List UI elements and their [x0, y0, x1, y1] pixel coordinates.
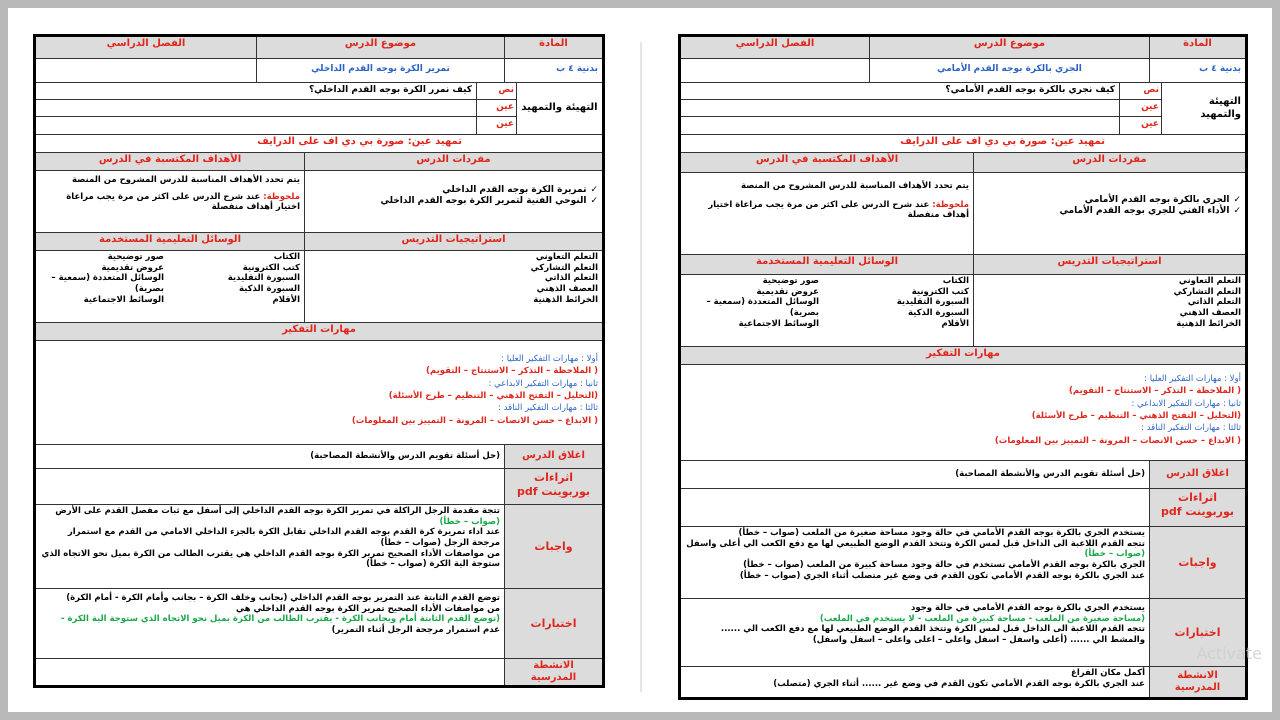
- tool-item: عروض تقديمية: [101, 262, 164, 273]
- topic-value: تمرير الكرة بوجه القدم الداخلي: [256, 59, 504, 82]
- tool-item: الأقلام: [272, 294, 300, 305]
- vocab-item-1: ✓ تمريرة الكرة بوجه القدم الداخلي: [309, 185, 598, 196]
- vocab-label: مفردات الدرس: [973, 153, 1245, 172]
- header-row: [36, 37, 602, 59]
- warmup-label: التهيئة والتمهيد: [1161, 83, 1245, 134]
- enrich-content: [36, 469, 504, 504]
- page-divider: [640, 42, 642, 692]
- code-text: نص: [1120, 83, 1161, 100]
- thinking-1-detail: ( الملاحظة – التذكر – الاستنتاج – التقويم): [1069, 386, 1241, 397]
- closing-row: [36, 445, 602, 469]
- tools-list-a: [823, 275, 973, 346]
- strategy-item: التعلم التشاركي: [530, 262, 598, 273]
- activities-row: [36, 659, 602, 685]
- homework-answer: (صواب – خطأ): [1084, 549, 1145, 560]
- thinking-3: ثالثا : مهارات التفكير الناقد :: [1141, 423, 1241, 434]
- tool-item: السبورة الذكية: [238, 283, 300, 294]
- tool-item: الوسائط الاجتماعية: [83, 294, 164, 305]
- vocab-item-1: ✓ الجري بالكرة بوجه القدم الأمامي: [978, 195, 1241, 206]
- homework-label: واجبات: [504, 505, 602, 588]
- warmup-codes: [1119, 83, 1161, 134]
- tools-list-b: [681, 275, 823, 346]
- thinking-3-detail: ( الابداع – حسن الانصات – المرونة – التمييز بين المعلومات): [351, 415, 598, 426]
- enrich-content: [681, 489, 1149, 526]
- enrich-row: [36, 469, 602, 505]
- subject-label: المادة: [1149, 37, 1245, 58]
- homework-list: [36, 505, 504, 588]
- enrich-cell: [1149, 489, 1245, 526]
- homework-item: عند الجري بالكرة بوجه القدم الأمامي تكون القدم في وضع غير متصلب أثناء الجري (صواب – خطأ): [739, 570, 1145, 581]
- tool-item: الوسائل المتعددة (سمعية –: [51, 273, 164, 284]
- thinking-1: أولا : مهارات التفكير العليا :: [1144, 374, 1241, 384]
- strategy-item: الخرائط الذهنية: [533, 294, 598, 305]
- tool-item: السبورة التقليدية: [227, 273, 300, 284]
- activity-item: أكمل مكان الفراغ: [1071, 668, 1145, 678]
- vocab-goals-row: [36, 171, 602, 233]
- intro-row: [681, 135, 1245, 153]
- homework-answer: (صواب – خطأ): [439, 516, 500, 527]
- activation-watermark: Activate: [1196, 644, 1262, 663]
- enrich-label: اثراءات: [534, 471, 573, 484]
- thinking-label: مهارات التفكير: [926, 348, 1000, 359]
- homework-item: تتجة مقدمة الرجل الراكلة في تمرير الكرة بوجه القدم الداخلي إلى أسفل مع ثبات مفصل القدم على الأرض: [55, 506, 500, 516]
- strategies-list: [973, 275, 1245, 346]
- note-text: عند شرح الدرس على اكثر من مرة يجب مراعاة اختيار أهداف منفصلة: [66, 191, 300, 213]
- homework-item: يستخدم الجري بالكرة بوجه القدم الأمامي في حالة وجود مساحة صغيرة من الملعب (صواب – خطأ): [738, 528, 1145, 538]
- strategy-item: العصف الذهني: [1179, 307, 1241, 318]
- vocab-goals-row: [681, 173, 1245, 255]
- tests-label: اختبارات: [1149, 599, 1245, 666]
- note-label: ملحوظة:: [932, 199, 969, 210]
- enrich-label: اثراءات: [1178, 491, 1217, 504]
- header-values-row: [681, 59, 1245, 83]
- thinking-3: ثالثا : مهارات التفكير الناقد :: [498, 403, 598, 414]
- closing-text: (حل أسئلة تقويم الدرس والأنشطة المصاحبة): [310, 451, 500, 461]
- semester-value: [36, 59, 256, 82]
- homework-list: [681, 527, 1149, 598]
- code-eye-1: عين: [1120, 100, 1161, 117]
- goals-text: يتم تحدد الأهداف المناسبة للدرس المشروح من المنصة: [741, 181, 969, 191]
- goals-text: يتم تحدد الأهداف المناسبة للدرس المشروح من المنصة: [72, 175, 300, 185]
- code-eye-2: عين: [496, 119, 514, 129]
- vocab-label: مفردات الدرس: [304, 153, 602, 170]
- subject-label: المادة: [504, 37, 602, 58]
- test-options: (توضع القدم الثابتة أمام وبجانب الكرة - يقترب الطالب من الكرة بميل نحو الاتجاه الذي ستوجة الية الكرة -: [61, 614, 500, 625]
- warmup-lines: [36, 83, 476, 134]
- tool-item: صور توضيحية: [107, 252, 164, 262]
- closing-label: اغلاق الدرس: [1149, 461, 1245, 488]
- strategy-item: التعلم التعاوني: [535, 252, 598, 262]
- test-item: تتجه القدم اللاعبة الى الداخل قبل لمس الكرة وتتخذ القدم الوضع الطبيعي لها مع دفع الكعب الي ...... والمشط الي ...... (أعلى واسفل – اسفل واعلى – اعلى واعلى – اسفل واسفل): [720, 624, 1145, 645]
- homework-item: الجري بالكرة بوجه القدم الأمامي تستخدم في حالة وجود مساحة كبيرة من الملعب (صواب – خطأ): [743, 559, 1145, 570]
- intro-text: تمهيد عين: صورة بي دي اف على الدرايف: [257, 136, 462, 147]
- test-item: يستخدم الجري بالكرة بوجه القدم الأمامي في حالة وجود: [910, 603, 1145, 613]
- homework-row: [681, 527, 1245, 599]
- vocab-item-2: ✓ الأداء الفني للجري بوجه القدم الأمامي: [978, 206, 1241, 217]
- activities-list: [681, 667, 1149, 697]
- strategy-item: التعلم الذاتي: [1187, 297, 1241, 308]
- activity-item: عند الجري بالكرة بوجه القدم الأمامي تكون القدم في وضع غير ...... أثناء الجري (متصلب): [773, 678, 1145, 689]
- goals-cell: [681, 173, 973, 254]
- intro-row: [36, 135, 602, 153]
- semester-label: الفصل الدراسي: [735, 38, 815, 49]
- tests-list: [36, 589, 504, 658]
- tool-item: بصرية): [134, 283, 164, 294]
- code-eye-2: عين: [1141, 119, 1159, 129]
- thinking-row: [36, 341, 602, 445]
- topic-value: الجري بالكرة بوجه القدم الأمامي: [869, 59, 1149, 82]
- homework-item: تتجه القدم اللاعبة الى الداخل قبل لمس الكرة وتتخذ القدم الوضع الطبيعي لها مع دفع الكعب الي أعلى واسفل: [686, 538, 1145, 549]
- thinking-2: ثانيا : مهارات التفكير الابداعي :: [1131, 398, 1241, 409]
- intro-text: تمهيد عين: صورة بي دي اف على الدرايف: [900, 136, 1105, 147]
- goals-label: الأهداف المكتسبة في الدرس: [755, 154, 899, 165]
- test-item: عدم استمرار مرجحة الرجل أثناء التمرير): [331, 624, 500, 635]
- header-values-row: [36, 59, 602, 83]
- warmup-question: كيف نجري بالكرة بوجه القدم الأمامي؟: [681, 83, 1119, 100]
- warmup-codes: [476, 83, 516, 134]
- header-row: [681, 37, 1245, 59]
- thinking-header: [681, 347, 1245, 365]
- strategies-header: [36, 233, 602, 251]
- warmup-label: التهيئة والتمهيد: [516, 83, 602, 134]
- tests-list: [681, 599, 1149, 666]
- note-label: ملحوظة:: [263, 191, 300, 202]
- strategies-row: [36, 251, 602, 323]
- tool-item: السبورة الذكية: [907, 307, 969, 318]
- warmup-lines: [681, 83, 1119, 134]
- tools-label: الوسائل التعليمية المستخدمة: [756, 256, 898, 267]
- strategy-item: التعلم التعاوني: [1178, 276, 1241, 286]
- thinking-2-detail: (التحليل – التفتح الذهني – التنظيم – طرح الأسئلة): [1031, 410, 1241, 421]
- tool-item: الكتاب: [942, 276, 969, 286]
- code-eye-1: عين: [477, 100, 516, 117]
- goals-label: الأهداف المكتسبة في الدرس: [98, 154, 242, 165]
- strategy-item: العصف الذهني: [536, 283, 598, 294]
- activities-content: [36, 659, 504, 685]
- warmup-row: [681, 83, 1245, 135]
- thinking-1-detail: ( الملاحظة – التذكر – الاستنتاج – التقويم): [426, 366, 598, 377]
- topic-label: موضوع الدرس: [869, 37, 1149, 58]
- tools-list-b: [36, 251, 168, 322]
- tools-label: الوسائل التعليمية المستخدمة: [99, 234, 241, 245]
- tool-item: صور توضيحية: [762, 276, 819, 286]
- homework-item: عند اداء تمريرة كرة القدم بوجه القدم الداخلي تقابل الكرة بالجزء الداخلي الامامي من القدم مع استمرار مرجحة الرجل (صواب – خطأ): [67, 527, 500, 548]
- vocab-list: [973, 173, 1245, 254]
- tool-item: كتب الكترونية: [911, 286, 969, 297]
- strategy-item: التعلم الذاتي: [544, 273, 598, 284]
- tool-item: الوسائل المتعددة (سمعية –: [706, 297, 819, 308]
- test-item: توضع القدم الثابتة عند التمرير بوجه القدم الداخلي (بجانب وخلف الكرة – بجانب وأمام الكرة - أمام الكرة): [66, 593, 500, 603]
- thinking-2-detail: (التحليل – التفتح الذهني – التنظيم – طرح الأسئلة): [388, 390, 598, 401]
- test-item: من مواصفات الأداء الصحيح تمرير الكرة بوجه القدم الداخلي هي: [236, 603, 500, 614]
- note-text: عند شرح الدرس على اكثر من مرة يجب مراعاة اختيار أهداف منفصلة: [708, 199, 969, 221]
- tool-item: بصرية): [789, 307, 819, 318]
- strategy-item: الخرائط الذهنية: [1176, 318, 1241, 329]
- semester-value: [681, 59, 869, 82]
- semester-label: الفصل الدراسي: [106, 38, 186, 49]
- thinking-row: [681, 365, 1245, 461]
- thinking-1: أولا : مهارات التفكير العليا :: [501, 354, 598, 364]
- thinking-3-detail: ( الابداع – حسن الانصات – المرونة – التمييز بين المعلومات): [994, 435, 1241, 446]
- strategies-label: استراتيجيات التدريس: [304, 233, 602, 250]
- strategies-row: [681, 275, 1245, 347]
- homework-label: واجبات: [1149, 527, 1245, 598]
- tests-row: [36, 589, 602, 659]
- tool-item: الوسائط الاجتماعية: [738, 318, 819, 329]
- tool-item: عروض تقديمية: [756, 286, 819, 297]
- tool-item: كتب الكترونية: [242, 262, 300, 273]
- tests-row: [681, 599, 1245, 667]
- subject-value: بدنية ٤ ب: [1149, 59, 1245, 82]
- activities-label: الانشطة المدرسية: [504, 659, 602, 685]
- strategies-label: استراتيجيات التدريس: [973, 255, 1245, 274]
- thinking-list: [36, 341, 602, 444]
- enrich-pdf: بوربوينت pdf: [1160, 504, 1235, 518]
- lesson-plan-page-right: [678, 34, 1248, 700]
- closing-text: (حل أسئلة تقويم الدرس والأنشطة المصاحبة): [955, 469, 1145, 479]
- topic-label: موضوع الدرس: [256, 37, 504, 58]
- test-options: (مساحة صغيرة من الملعب - مساحة كبيرة من الملعب - لا يستخدم في الملعب): [819, 613, 1145, 624]
- subject-value: بدنية ٤ ب: [504, 59, 602, 82]
- vocab-goals-header: [681, 153, 1245, 173]
- tests-label: اختبارات: [504, 589, 602, 658]
- warmup-row: [36, 83, 602, 135]
- activities-label: الانشطة المدرسية: [1149, 667, 1245, 697]
- lesson-plan-page-left: [33, 34, 605, 688]
- activities-row: [681, 667, 1245, 697]
- homework-item: من مواصفات الأداء الصحيح تمرير الكرة بوجه القدم الداخلي هي يقترب الطالب من الكرة بميل نحو الاتجاه الذي ستوجة الية الكرة (صواب – خطأ): [41, 548, 500, 570]
- strategy-item: التعلم التشاركي: [1173, 286, 1241, 297]
- warmup-question: كيف نمرر الكرة بوجه القدم الداخلي؟: [36, 83, 476, 100]
- strategies-header: [681, 255, 1245, 275]
- tool-item: السبورة التقليدية: [896, 297, 969, 308]
- homework-row: [36, 505, 602, 589]
- slide-frame: [8, 8, 1272, 712]
- vocab-list: [304, 171, 602, 232]
- thinking-2: ثانيا : مهارات التفكير الابداعي :: [488, 378, 598, 389]
- vocab-goals-header: [36, 153, 602, 171]
- goals-cell: [36, 171, 304, 232]
- thinking-label: مهارات التفكير: [282, 324, 356, 335]
- tool-item: الكتاب: [273, 252, 300, 262]
- enrich-row: [681, 489, 1245, 527]
- closing-label: اغلاق الدرس: [504, 445, 602, 468]
- thinking-list: [681, 365, 1245, 460]
- vocab-item-2: ✓ النوحي الفنية لتمرير الكرة بوجه القدم الداخلي: [309, 196, 598, 207]
- enrich-cell: [504, 469, 602, 504]
- enrich-pdf: بوربوينت pdf: [516, 484, 591, 498]
- tools-list-a: [168, 251, 304, 322]
- thinking-header: [36, 323, 602, 341]
- strategies-list: [304, 251, 602, 322]
- code-text: نص: [477, 83, 516, 100]
- tool-item: الأقلام: [941, 318, 969, 329]
- closing-row: [681, 461, 1245, 489]
